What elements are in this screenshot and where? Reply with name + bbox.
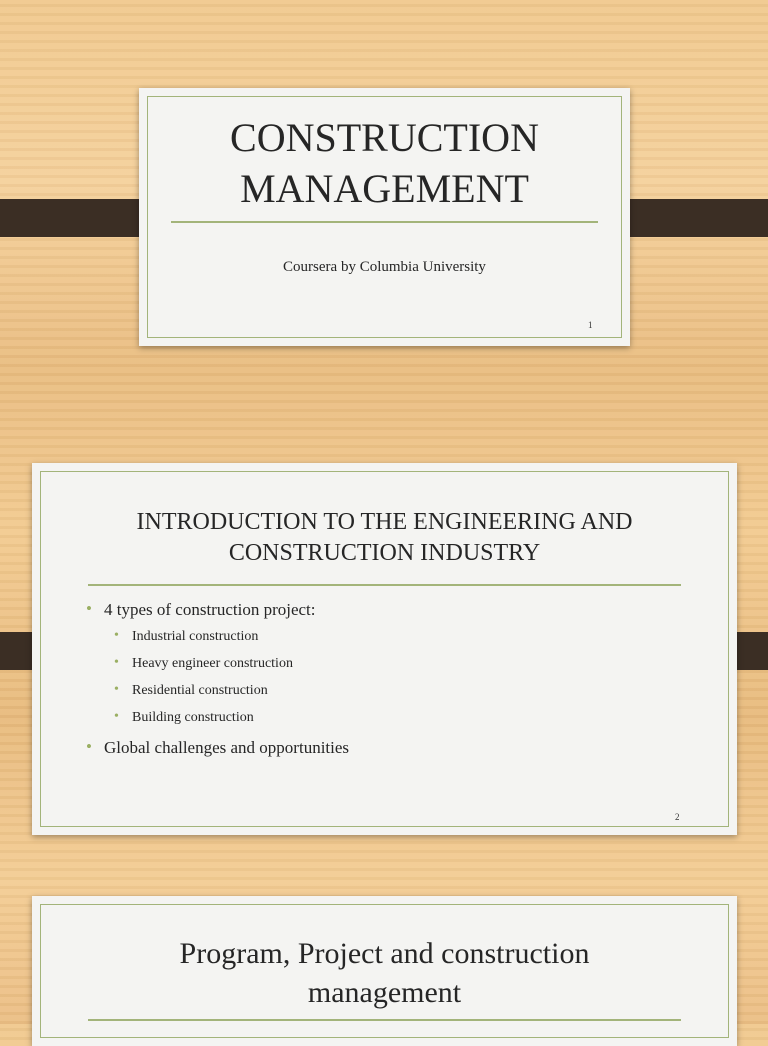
bullet-item: • 4 types of construction project: [84, 599, 684, 628]
bullet-list [84, 599, 684, 761]
right-bar-slide-1 [612, 199, 768, 237]
slide-title [139, 112, 630, 214]
slide-title-line-2: MANAGEMENT [240, 166, 529, 211]
sub-bullet-item: • Building construction [84, 709, 684, 737]
slide-title [32, 507, 737, 569]
sub-bullet-item: • Industrial construction [84, 628, 684, 655]
left-bar-slide-1 [0, 199, 156, 237]
slide-title-line-1: CONSTRUCTION [230, 115, 539, 160]
bullet-item: • Global challenges and opportunities [84, 737, 684, 761]
slide-title-line-1: INTRODUCTION TO THE ENGINEERING AND [136, 509, 633, 535]
title-divider [88, 1019, 681, 1021]
page-number: 2 [675, 812, 680, 822]
sub-bullet-item: • Heavy engineer construction [84, 655, 684, 682]
slide-2[interactable] [32, 463, 737, 835]
title-divider [88, 584, 681, 586]
slide-title [32, 934, 737, 1012]
title-divider [171, 221, 598, 223]
slide-title-line-2: management [307, 976, 462, 1009]
slide-subtitle: Coursera by Columbia University [283, 259, 486, 275]
slide-1[interactable] [139, 88, 630, 346]
slide-title-line-1: Program, Project and construction [179, 937, 590, 970]
sub-bullet-item: • Residential construction [84, 682, 684, 709]
page-number: 1 [588, 320, 593, 330]
slide-title-line-2: CONSTRUCTION INDUSTRY [228, 540, 541, 566]
